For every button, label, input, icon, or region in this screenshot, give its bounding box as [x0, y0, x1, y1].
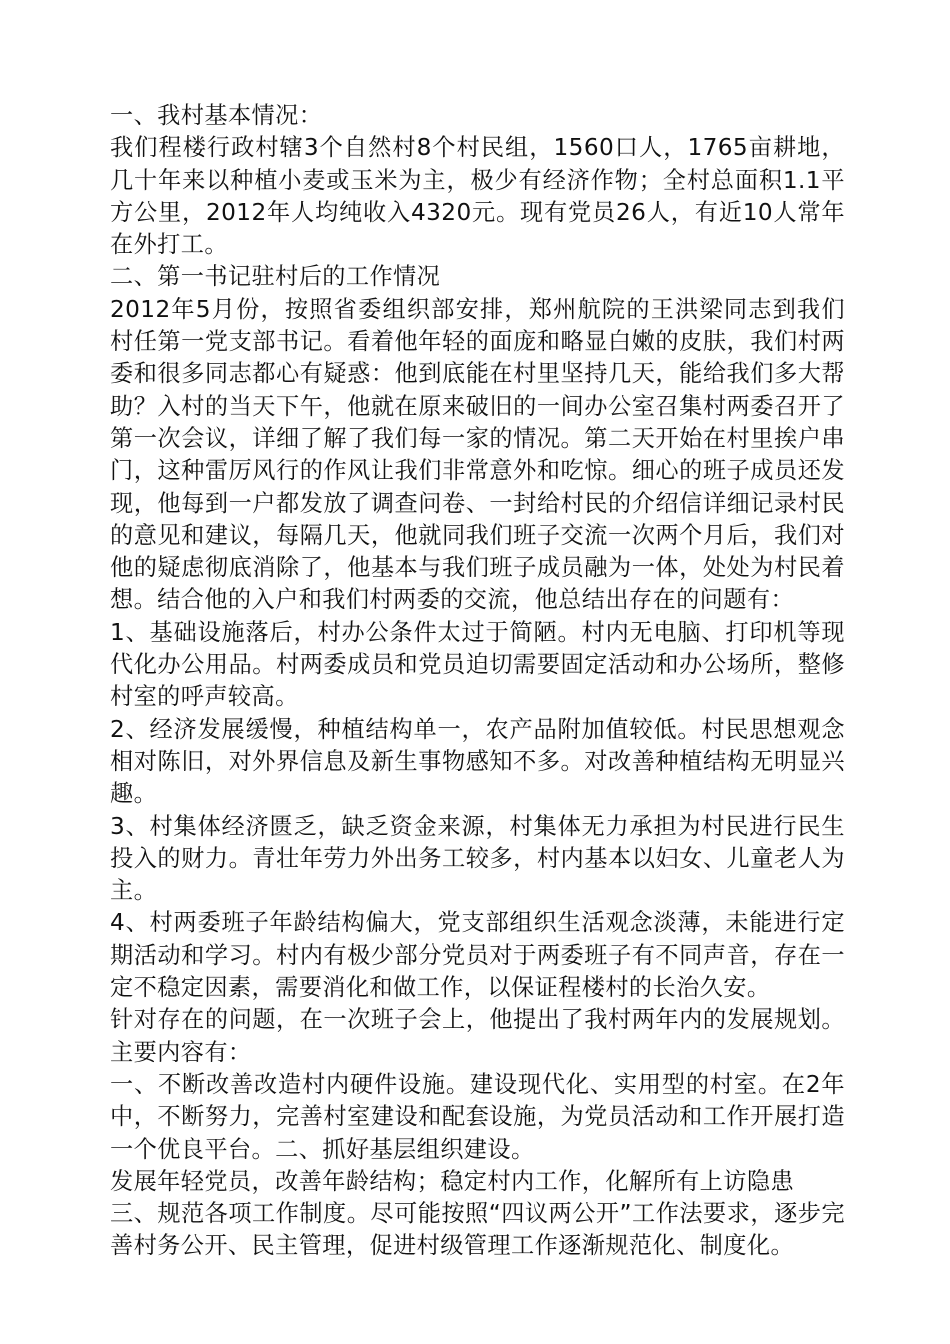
paragraph-development-plan-intro: 针对存在的问题，在一次班子会上，他提出了我村两年内的发展规划。主要内容有：: [110, 1006, 845, 1066]
plan-item-1-and-2: 一、不断改善改造村内硬件设施。建设现代化、实用型的村室。在2年中，不断努力，完善村室建设和配套设施，为党员活动和工作开展打造一个优良平台。二、抓好基层组织建设。: [110, 1070, 845, 1163]
section-heading-basic-info: 一、我村基本情况：: [110, 102, 323, 129]
problem-item-4: 4、村两委班子年龄结构偏大，党支部组织生活观念淡薄，未能进行定期活动和学习。村内有极少部分党员对于两委班子有不同声音，存在一定不稳定因素，需要消化和做工作，以保证程楼村的长治久安。: [110, 909, 845, 1002]
paragraph-secretary-arrival: 2012年5月份，按照省委组织部安排，郑州航院的王洪梁同志到我们村任第一党支部书记。看着他年轻的面庞和略显白嫩的皮肤，我们村两委和很多同志都心有疑惑：他到底能在村里坚持几天，能给我们多大帮助？入村的当天下午，他就在原来破旧的一间办公室召集村两委召开了第一次会议，详细了解了我们每一家的情况。第二天开始在村里挨户串门，这种雷厉风行的作风让我们非常意外和吃惊。细心的班子成员还发现，他每到一户都发放了调查问卷、一封给村民的介绍信详细记录村民的意见和建议，每隔几天，他就同我们班子交流一次两个月后，我们对他的疑虑彻底消除了，他基本与我们班子成员融为一体，处处为村民着想。结合他的入户和我们村两委的交流，他总结出存在的问题有：: [110, 295, 845, 614]
section-heading-work-status: 二、第一书记驻村后的工作情况: [110, 263, 441, 291]
document-page: [110, 100, 845, 1263]
paragraph-village-overview: 我们程楼行政村辖3个自然村8个村民组，1560口人，1765亩耕地，几十年来以种植小麦或玉米为主，极少有经济作物；全村总面积1.1平方公里，2012年人均纯收入4320元。现有党员26人，有近10人常年在外打工。: [110, 134, 845, 259]
problem-item-2: 2、经济发展缓慢，种植结构单一，农产品附加值较低。村民思想观念相对陈旧，对外界信息及新生事物感知不多。对改善种植结构无明显兴趣。: [110, 715, 845, 808]
plan-item-2-detail: 发展年轻党员，改善年龄结构；稳定村内工作，化解所有上访隐患: [110, 1167, 795, 1195]
plan-item-3: 三、规范各项工作制度。尽可能按照“四议两公开”工作法要求，逐步完善村务公开、民主管理，促进村级管理工作逐渐规范化、制度化。: [110, 1200, 845, 1260]
problem-item-1: 1、基础设施落后，村办公条件太过于简陋。村内无电脑、打印机等现代化办公用品。村两委成员和党员迫切需要固定活动和办公场所，整修村室的呼声较高。: [110, 618, 845, 711]
problem-item-3: 3、村集体经济匮乏，缺乏资金来源，村集体无力承担为村民进行民生投入的财力。青壮年劳力外出务工较多，村内基本以妇女、儿童老人为主。: [110, 812, 845, 905]
